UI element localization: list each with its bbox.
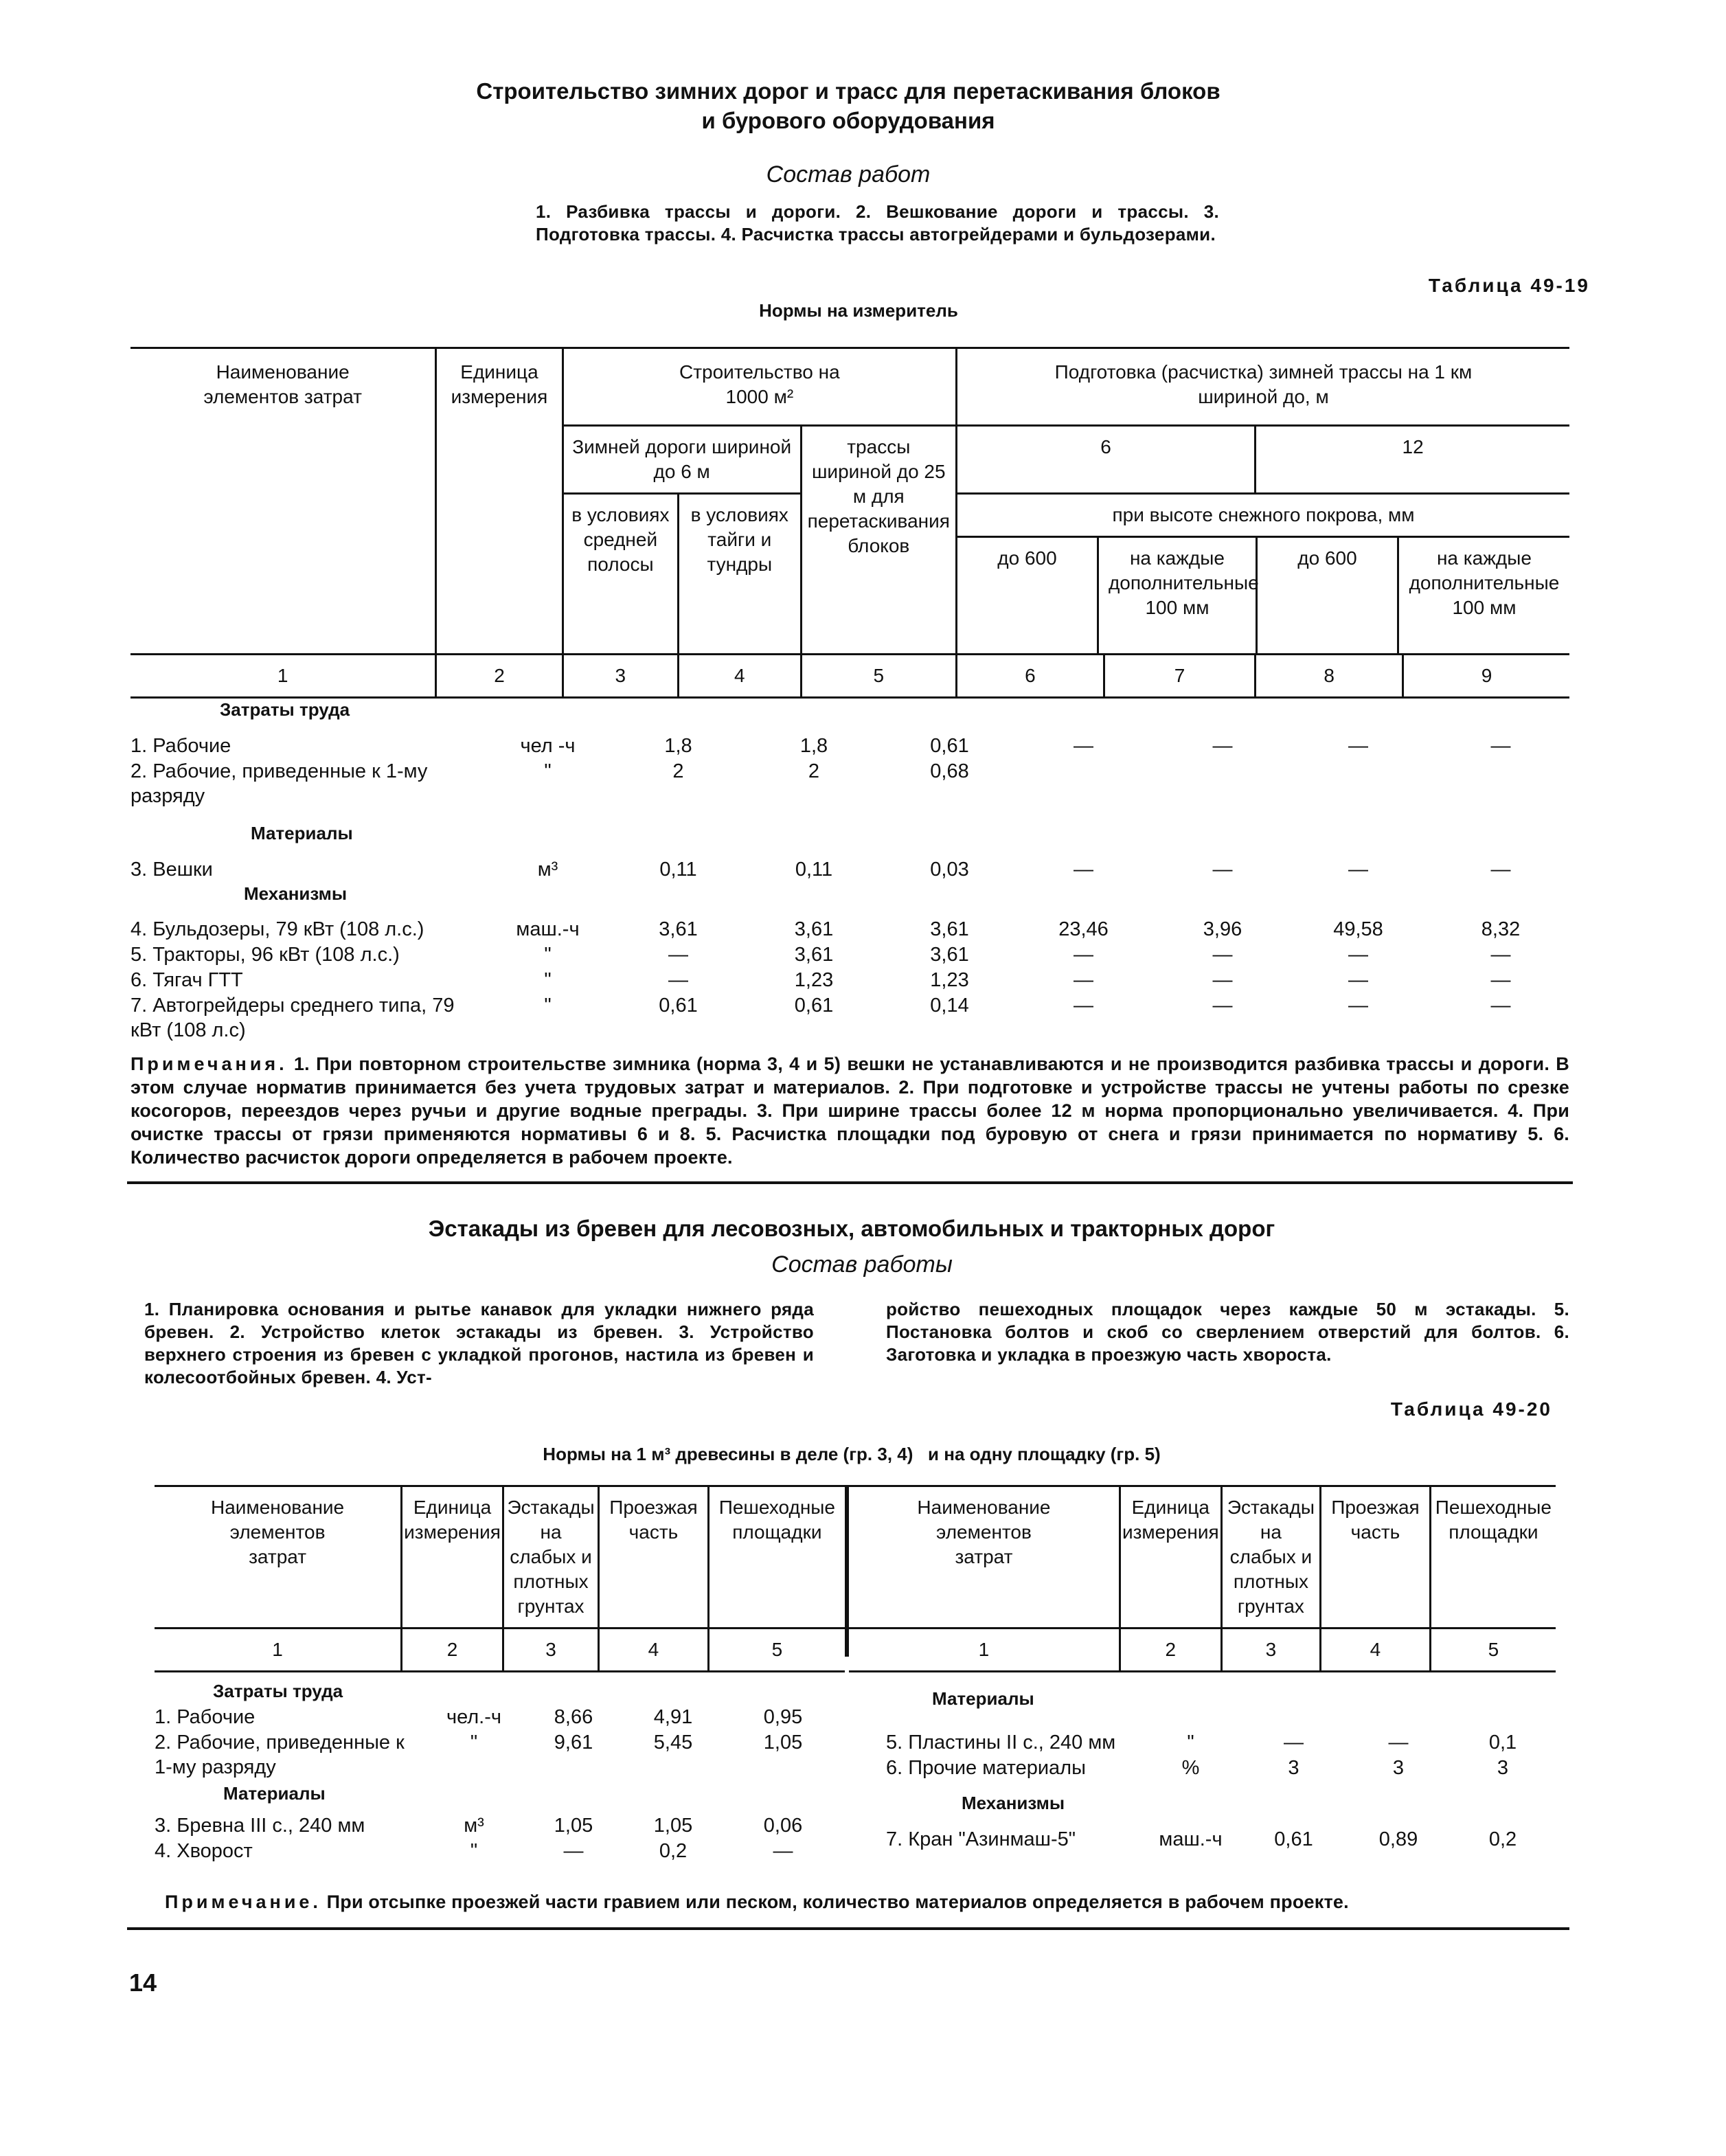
row-6-c4: 1,23 <box>794 969 834 991</box>
col-number: 2 <box>436 655 563 698</box>
col-number: 4 <box>678 655 801 698</box>
t2-row-1-unit: чел.-ч <box>446 1706 502 1728</box>
header-snow-height <box>956 494 1569 654</box>
row-5-name: 5. Тракторы, 96 кВт (108 л.с.) <box>130 944 400 966</box>
row-7-unit: " <box>544 995 552 1017</box>
right-header-trestles: Эстакады на слабых и плотных грунтах <box>1221 1487 1321 1629</box>
t2-row-7-c5: 0,2 <box>1488 1828 1517 1850</box>
t2-row-6-unit: % <box>1181 1757 1200 1779</box>
t2-row-1-c4: 4,91 <box>653 1706 693 1728</box>
t2-row-6-c3: 3 <box>1288 1757 1299 1779</box>
row-5-c5: 3,61 <box>930 944 969 966</box>
col-number: 5 <box>801 655 956 698</box>
section2-note-label: Примечание. <box>165 1892 321 1912</box>
row-7-c8: — <box>1348 995 1368 1017</box>
row-6-c7: — <box>1212 969 1233 991</box>
row-6-unit: " <box>544 969 552 991</box>
row-6-c9: — <box>1490 969 1511 991</box>
table-49-20-caption: Нормы на 1 м³ древесины в деле (гр. 3, 4) и на одну площадку (гр. 5) <box>543 1444 1161 1464</box>
t2-row-2-c3: 9,61 <box>554 1732 593 1754</box>
header-snow-height-label: при высоте снежного покрова, мм <box>957 495 1569 538</box>
t2-row-4-name: 4. Хворост <box>155 1840 253 1862</box>
row-5-c6: — <box>1074 944 1093 966</box>
row-6-c8: — <box>1348 969 1368 991</box>
row-4-c9: 8,32 <box>1481 918 1521 940</box>
col-number: 1 <box>849 1629 1120 1672</box>
section1-bottom-rule <box>127 1181 1573 1184</box>
t2-section-labor: Затраты труда <box>213 1681 343 1701</box>
row-7-name: 7. Автогрейдеры среднего типа, 79 кВт (108 л.с) <box>130 995 455 1041</box>
section2-note <box>165 1890 1559 1914</box>
row-1-c5: 0,61 <box>930 735 969 757</box>
table-49-19-number: Таблица 49-19 <box>1428 275 1590 296</box>
t2-row-3-name: 3. Бревна III с., 240 мм <box>155 1815 365 1837</box>
t2-row-6-c5: 3 <box>1497 1757 1509 1779</box>
t2-row-3-c4: 1,05 <box>653 1815 693 1837</box>
section1-notes <box>130 1052 1569 1169</box>
header-each-100-a: на каждые дополнительные 100 мм <box>1097 538 1256 653</box>
section1-notes-text: 1. При повторном строительстве зимника (норма 3, 4 и 5) вешки не устанавливаются и не производится разбивка трассы и дороги. В этом случае норматив принимается без учета трудовых затрат и материалов. 2. При подготовке и устройстве трассы не учтены работы по срезке косогоров, переездов через ручьи и другие водные преграды. 3. При ширине трассы более 12 м норма пропорционально увеличивается. 4. При очистке трассы от грязи применяются нормативы 6 и 8. 5. Расчистка площадки под буровую от снега и грязи принимается по нормативу 5. 6. Количество расчисток дороги определяется в рабочем проекте. <box>130 1054 1569 1168</box>
t2-row-4-unit: " <box>470 1840 478 1862</box>
t2-row-7-c4: 0,89 <box>1378 1828 1418 1850</box>
header-route: трассы шириной до 25 м для перетаскивания блоков <box>801 426 956 654</box>
t2-row-5-c3: — <box>1284 1732 1304 1754</box>
row-1-c4: 1,8 <box>799 735 828 757</box>
section2-subtitle: Состав работы <box>771 1251 953 1278</box>
t2-row-2-name: 2. Рабочие, приведенные к 1-му разряду <box>155 1732 405 1778</box>
right-header-unit: Единица измерения <box>1120 1487 1221 1629</box>
col-number: 2 <box>402 1629 503 1672</box>
row-5-c3: — <box>668 944 688 966</box>
header-winter-road: Зимней дороги шириной до 6 м <box>563 426 801 494</box>
col-number: 4 <box>1321 1629 1431 1672</box>
row-3-unit: м³ <box>537 859 558 881</box>
t2-row-5-c5: 0,1 <box>1488 1732 1517 1754</box>
row-5-c7: — <box>1212 944 1233 966</box>
header-name: Наименование элементов затрат <box>203 361 362 407</box>
table-49-20-number: Таблица 49-20 <box>1390 1398 1552 1420</box>
row-5-c9: — <box>1490 944 1511 966</box>
row-2-c3: 2 <box>672 760 684 782</box>
t2-row-1-name: 1. Рабочие <box>155 1706 256 1728</box>
row-2-unit: " <box>544 760 552 782</box>
col-number: 1 <box>130 655 436 698</box>
section2-title: Эстакады из бревен для лесовозных, автомобильных и тракторных дорог <box>428 1216 1275 1241</box>
t2-row-5-c4: — <box>1388 1732 1409 1754</box>
row-4-c3: 3,61 <box>659 918 698 940</box>
t2-section-materials-left: Материалы <box>223 1783 326 1804</box>
t2-row-2-c4: 5,45 <box>653 1732 693 1754</box>
row-6-c3: — <box>668 969 688 991</box>
header-width-6: 6 <box>956 426 1255 494</box>
section2-work-left: 1. Планировка основания и рытье канавок для укладки нижнего ряда бревен. 2. Устройство клеток эстакады из бревен. 3. Устройство верхнего строения из бревен с укладкой прогонов, настила из бревен и колесоотбойных бревен. 4. Уст- <box>144 1299 814 1387</box>
row-1-name: 1. Рабочие <box>130 735 231 757</box>
header-each-100-b: на каждые дополнительные 100 мм <box>1397 538 1569 653</box>
col-number: 3 <box>1221 1629 1321 1672</box>
right-header-name: Наименование элементов затрат <box>917 1497 1051 1567</box>
table-49-20-left-header <box>155 1487 845 1672</box>
t2-section-materials-right: Материалы <box>932 1688 1034 1709</box>
header-taiga: в условиях тайги и тундры <box>678 494 801 654</box>
row-7-c9: — <box>1490 995 1511 1017</box>
table-49-19-header <box>130 349 1569 699</box>
row-4-c5: 3,61 <box>930 918 969 940</box>
row-2-c4: 2 <box>808 760 820 782</box>
col-number: 6 <box>956 655 1104 698</box>
t2-row-5-name: 5. Пластины II с., 240 мм <box>886 1732 1116 1754</box>
left-header-walkways: Пешеходные площадки <box>708 1487 845 1629</box>
row-4-c6: 23,46 <box>1058 918 1109 940</box>
t2-row-7-name: 7. Кран "Азинмаш-5" <box>886 1828 1076 1850</box>
col-number: 2 <box>1120 1629 1221 1672</box>
row-7-c7: — <box>1212 995 1233 1017</box>
t2-row-2-unit: " <box>470 1732 478 1754</box>
row-3-c3: 0,11 <box>659 859 697 881</box>
right-header-walkways: Пешеходные площадки <box>1430 1487 1556 1629</box>
section1-work-composition: 1. Разбивка трассы и дороги. 2. Вешкование дороги и трассы. 3. Подготовка трассы. 4. Расчистка трассы автогрейдерами и бульдозерами. <box>536 201 1219 245</box>
row-4-c8: 49,58 <box>1333 918 1383 940</box>
section2-work-right: ройство пешеходных площадок через каждые 50 м эстакады. 5. Постановка болтов и скоб со сверлением отверстий для болтов. 6. Заготовка и укладка в проезжую часть хвороста. <box>886 1299 1569 1365</box>
col-number: 4 <box>599 1629 709 1672</box>
section2-note-text: При отсыпке проезжей части гравием или песком, количество материалов определяется в рабочем проекте. <box>321 1892 1349 1912</box>
section1-subtitle: Состав работ <box>766 161 931 188</box>
t2-section-machines: Механизмы <box>962 1793 1065 1813</box>
t2-row-3-unit: м³ <box>464 1815 484 1837</box>
row-7-c6: — <box>1074 995 1093 1017</box>
row-2-name: 2. Рабочие, приведенные к 1-му разряду <box>130 760 428 807</box>
left-header-unit: Единица измерения <box>402 1487 503 1629</box>
section1-notes-label: Примечания. <box>130 1054 288 1074</box>
section1-title-line2: и бурового оборудования <box>701 108 995 133</box>
table-49-20-right-header <box>849 1487 1556 1672</box>
t2-row-4-c5: — <box>773 1840 793 1862</box>
row-1-c9: — <box>1490 735 1511 757</box>
row-5-unit: " <box>544 944 552 966</box>
row-6-c5: 1,23 <box>930 969 969 991</box>
col-number: 3 <box>503 1629 598 1672</box>
header-middle-zone: в условиях средней полосы <box>563 494 678 654</box>
header-up-to-600-b: до 600 <box>1256 538 1397 653</box>
t2-row-3-c5: 0,06 <box>763 1815 803 1837</box>
t2-row-6-c4: 3 <box>1392 1757 1405 1779</box>
t2-row-3-c3: 1,05 <box>554 1815 593 1837</box>
section2-bottom-rule <box>127 1927 1569 1930</box>
section1-title-line1: Строительство зимних дорог и трасс для перетаскивания блоков <box>476 78 1220 104</box>
t2-row-4-c4: 0,2 <box>659 1840 688 1862</box>
header-width-12: 12 <box>1256 426 1569 494</box>
row-1-c7: — <box>1212 735 1233 757</box>
row-3-c4: 0,11 <box>795 859 833 881</box>
t2-row-6-name: 6. Прочие материалы <box>886 1757 1086 1779</box>
col-number: 7 <box>1104 655 1255 698</box>
t2-row-7-unit: маш.-ч <box>1159 1828 1223 1850</box>
table-49-19-caption: Нормы на измеритель <box>759 300 958 321</box>
row-3-c9: — <box>1490 859 1511 881</box>
row-4-name: 4. Бульдозеры, 79 кВт (108 л.с.) <box>130 918 424 940</box>
row-2-c5: 0,68 <box>930 760 969 782</box>
t2-row-1-c5: 0,95 <box>763 1706 803 1728</box>
col-number: 8 <box>1256 655 1403 698</box>
col-number: 9 <box>1403 655 1569 698</box>
row-3-c5: 0,03 <box>930 859 969 881</box>
t2-row-5-unit: " <box>1187 1732 1194 1754</box>
row-7-c3: 0,61 <box>659 995 698 1017</box>
row-5-c8: — <box>1348 944 1368 966</box>
col-number: 1 <box>155 1629 402 1672</box>
right-header-roadway: Проезжая часть <box>1321 1487 1431 1629</box>
col-number: 5 <box>708 1629 845 1672</box>
page-number: 14 <box>129 1968 157 1997</box>
t2-row-7-c3: 0,61 <box>1274 1828 1313 1850</box>
col-number: 3 <box>563 655 678 698</box>
section-materials: Материалы <box>251 823 353 843</box>
row-1-c3: 1,8 <box>664 735 692 757</box>
row-3-c8: — <box>1348 859 1368 881</box>
section-machines: Механизмы <box>244 883 348 904</box>
row-3-c6: — <box>1074 859 1093 881</box>
header-construction: Строительство на 1000 м² <box>563 349 956 426</box>
row-1-c6: — <box>1074 735 1093 757</box>
t2-row-2-c5: 1,05 <box>763 1732 803 1754</box>
row-7-c4: 0,61 <box>794 995 834 1017</box>
row-6-name: 6. Тягач ГТТ <box>130 969 243 991</box>
row-4-c4: 3,61 <box>794 918 834 940</box>
t2-row-1-c3: 8,66 <box>554 1706 593 1728</box>
header-preparation: Подготовка (расчистка) зимней трассы на 1 км шириной до, м <box>956 349 1569 426</box>
row-4-unit: маш.-ч <box>516 918 580 940</box>
row-1-c8: — <box>1348 735 1368 757</box>
row-7-c5: 0,14 <box>930 995 969 1017</box>
row-3-name: 3. Вешки <box>130 859 213 881</box>
left-header-roadway: Проезжая часть <box>599 1487 709 1629</box>
t2-row-4-c3: — <box>563 1840 584 1862</box>
row-4-c7: 3,96 <box>1203 918 1242 940</box>
row-6-c6: — <box>1074 969 1093 991</box>
header-unit: Единица измерения <box>436 349 563 655</box>
header-up-to-600-a: до 600 <box>997 547 1057 569</box>
col-number: 5 <box>1430 1629 1556 1672</box>
row-5-c4: 3,61 <box>794 944 834 966</box>
left-header-name: Наименование элементов затрат <box>211 1497 345 1567</box>
row-1-unit: чел -ч <box>520 735 576 757</box>
left-header-trestles: Эстакады на слабых и плотных грунтах <box>503 1487 598 1629</box>
row-3-c7: — <box>1212 859 1233 881</box>
section-labor: Затраты труда <box>220 699 350 720</box>
